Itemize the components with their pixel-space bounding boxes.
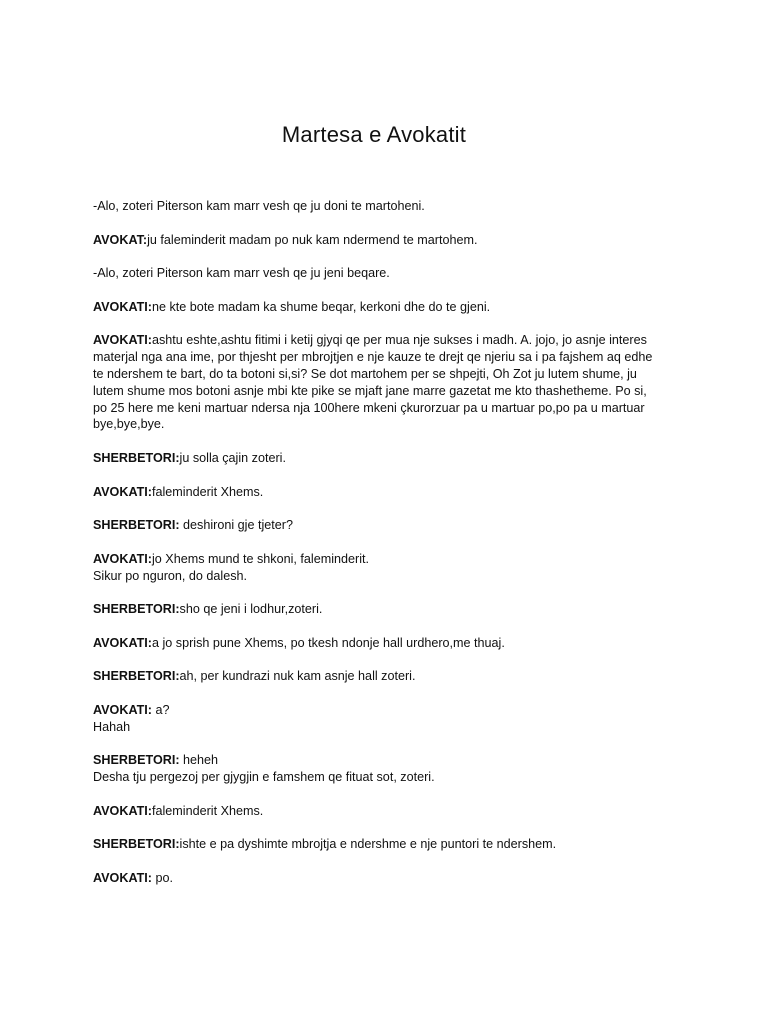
dialogue-line <box>93 198 675 215</box>
speaker-label: SHERBETORI: <box>93 669 180 684</box>
document-body <box>93 198 675 903</box>
dialogue-line <box>93 416 675 433</box>
dialogue-line <box>93 349 675 366</box>
speaker-label: AVOKATI: <box>93 635 152 650</box>
dialogue-line <box>93 803 675 820</box>
line-text: ju solla çajin zoteri. <box>179 450 286 465</box>
dialogue-paragraph <box>93 232 675 249</box>
line-text: Desha tju pergezoj per gjygjin e famshem qe fituat sot, zoteri. <box>93 770 435 785</box>
dialogue-paragraph <box>93 836 675 853</box>
dialogue-paragraph <box>93 601 675 618</box>
dialogue-paragraph <box>93 803 675 820</box>
line-text: ne kte bote madam ka shume beqar, kerkoni dhe do te gjeni. <box>152 299 491 314</box>
dialogue-paragraph <box>93 551 675 585</box>
line-text: ju faleminderit madam po nuk kam ndermend te martohem. <box>147 232 478 247</box>
line-text: po 25 here me keni martuar ndersa nja 100here mkeni çkurorzuar pa u martuar po,po pa u martuar <box>93 400 645 415</box>
dialogue-paragraph <box>93 752 675 786</box>
speaker-label: AVOKATI: <box>93 484 152 499</box>
dialogue-line <box>93 836 675 853</box>
line-text: Sikur po nguron, do dalesh. <box>93 568 248 583</box>
speaker-label: AVOKATI: <box>93 551 152 566</box>
dialogue-line <box>93 484 675 501</box>
dialogue-line <box>93 232 675 249</box>
document-title: Martesa e Avokatit <box>281 122 467 147</box>
dialogue-paragraph <box>93 484 675 501</box>
dialogue-line <box>93 383 675 400</box>
speaker-label: SHERBETORI: <box>93 450 180 465</box>
dialogue-line <box>93 769 675 786</box>
dialogue-line <box>93 265 675 282</box>
dialogue-line <box>93 601 675 618</box>
dialogue-line <box>93 702 675 719</box>
dialogue-paragraph <box>93 332 675 433</box>
dialogue-line <box>93 400 675 417</box>
speaker-label: SHERBETORI: <box>93 602 180 617</box>
line-text: bye,bye,bye. <box>93 417 165 432</box>
dialogue-paragraph <box>93 265 675 282</box>
dialogue-line <box>93 299 675 316</box>
dialogue-paragraph <box>93 635 675 652</box>
speaker-label: SHERBETORI: <box>93 518 180 533</box>
line-text: materjal nga ana ime, por thjesht per mbrojtjen e nje kauze te drejt qe njeriu sa i pa fajshem aq edhe <box>93 350 653 365</box>
dialogue-line <box>93 719 675 736</box>
speaker-label: AVOKATI: <box>93 299 152 314</box>
speaker-label: AVOKATI: <box>93 333 152 348</box>
dialogue-line <box>93 551 675 568</box>
dialogue-line <box>93 635 675 652</box>
dialogue-line <box>93 568 675 585</box>
line-text: ah, per kundrazi nuk kam asnje hall zoteri. <box>179 669 416 684</box>
line-text: deshironi gje tjeter? <box>179 518 293 533</box>
line-text: Hahah <box>93 719 131 734</box>
speaker-label: AVOKATI: <box>93 870 152 885</box>
dialogue-paragraph <box>93 668 675 685</box>
line-text: ishte e pa dyshimte mbrojtja e ndershme e nje puntori te ndershem. <box>179 837 557 852</box>
line-text: faleminderit Xhems. <box>152 484 264 499</box>
speaker-label: SHERBETORI: <box>93 753 180 768</box>
speaker-label: AVOKATI: <box>93 702 152 717</box>
line-text: ashtu eshte,ashtu fitimi i ketij gjyqi qe per mua nje sukses i madh. A. jojo, jo asnje interes <box>152 333 647 348</box>
dialogue-paragraph <box>93 517 675 534</box>
dialogue-line <box>93 332 675 349</box>
dialogue-line <box>93 366 675 383</box>
speaker-label: AVOKATI: <box>93 803 152 818</box>
line-text: sho qe jeni i lodhur,zoteri. <box>179 602 323 617</box>
dialogue-paragraph <box>93 702 675 736</box>
dialogue-line <box>93 668 675 685</box>
line-text: lutem shume mos botoni asnje mbi kte pike se mjaft jane marre gazetat me kto thashetheme. Po si, <box>93 383 647 398</box>
dialogue-line <box>93 517 675 534</box>
line-text: a jo sprish pune Xhems, po tkesh ndonje hall urdhero,me thuaj. <box>152 635 505 650</box>
line-text: -Alo, zoteri Piterson kam marr vesh qe ju doni te martoheni. <box>93 199 425 213</box>
dialogue-paragraph <box>93 198 675 215</box>
dialogue-line <box>93 752 675 769</box>
speaker-label: SHERBETORI: <box>93 837 180 852</box>
dialogue-paragraph <box>93 299 675 316</box>
dialogue-paragraph <box>93 450 675 467</box>
line-text: jo Xhems mund te shkoni, faleminderit. <box>152 551 369 566</box>
dialogue-line <box>93 870 675 887</box>
line-text: faleminderit Xhems. <box>152 803 264 818</box>
dialogue-paragraph <box>93 870 675 887</box>
line-text: te ndershem te bart, do ta botoni si,si? Se dot martohem per se shpejti, Oh Zot ju lutem shume, ju <box>93 366 637 381</box>
line-text: -Alo, zoteri Piterson kam marr vesh qe ju jeni beqare. <box>93 266 390 281</box>
line-text: po. <box>152 870 174 885</box>
dialogue-line <box>93 450 675 467</box>
line-text: a? <box>152 702 170 717</box>
line-text: heheh <box>179 753 219 768</box>
speaker-label: AVOKAT: <box>93 232 148 247</box>
